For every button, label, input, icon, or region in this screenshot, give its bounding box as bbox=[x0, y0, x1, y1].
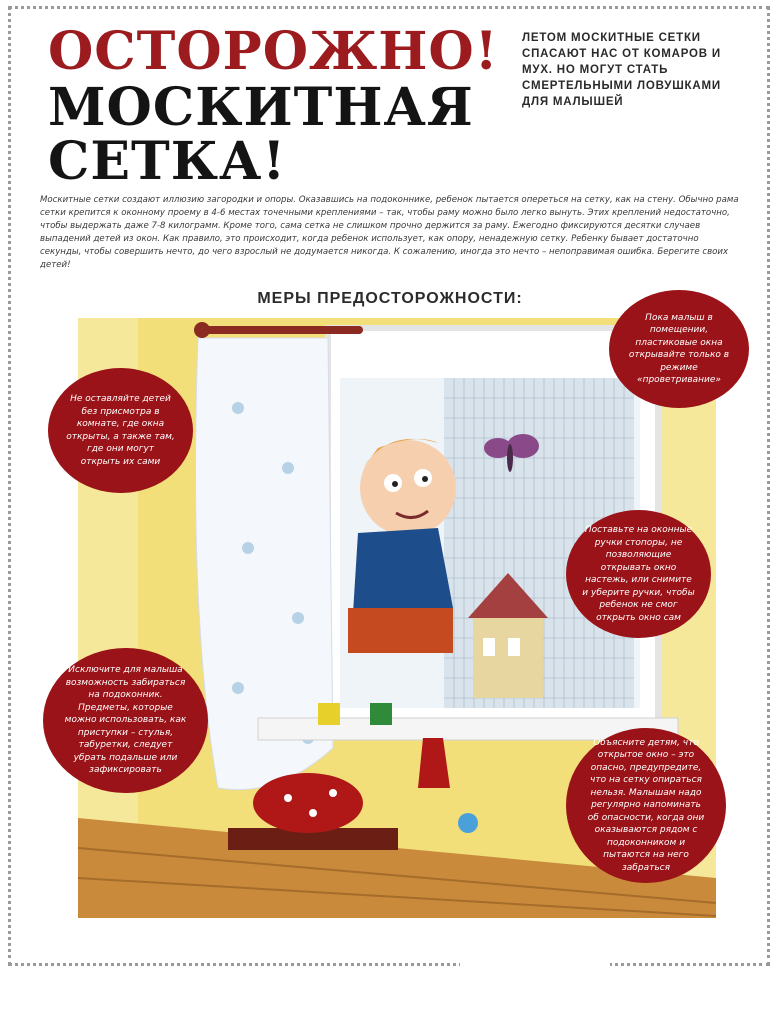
window-illustration bbox=[64, 312, 730, 918]
title-line-3: СЕТКА! bbox=[48, 131, 287, 192]
title-line-1: ОСТОРОЖНО! bbox=[48, 21, 499, 82]
tip-bubble-bottom-right bbox=[566, 728, 726, 883]
section-title: МЕРЫ ПРЕДОСТОРОЖНОСТИ: bbox=[257, 290, 523, 307]
title-line-2: МОСКИТНАЯ bbox=[48, 77, 474, 138]
tip-bubble-top-left bbox=[48, 368, 193, 493]
tip-text-top-right: Пока малыш в помещении, пластиковые окна открывайте только в режиме «проветривание» bbox=[628, 312, 730, 385]
rod-end bbox=[194, 322, 210, 338]
tip-text-bottom-right: Объясните детям, что открытое окно – это опасно, предупредите, что на сетку опираться нельзя. Малышам надо регулярно напоминать об опасности, когда они оказываются рядом с подоконником и пытаются на него забраться bbox=[587, 737, 705, 873]
tip-text-mid-right: Поставьте на оконные ручки стопоры, не позволяющие открывать окно настежь, или снимите и уберите ручки, чтобы ребенок не смог открыть окно сам bbox=[582, 525, 695, 623]
curtain-rod bbox=[198, 326, 363, 334]
body-paragraph: Москитные сетки создают иллюзию загородки и опоры. Оказавшись на подоконнике, ребенок пытается опереться на сетку, как на стену. Обычно рама сетки крепится к оконному проему в 4-6 местах точечными креплениями – так, чтобы раму можно было легко вынуть. Этих креплений недостаточно, чтобы выдержать даже 7-8 килограмм. Кроме того, сама сетка не слишком прочно держится за раму. Ежегодно фиксируются десятки случаев выпадений детей из окон. Как правило, это происходит, когда ребенок использует, как опору, ненадежную сетку. Ребенку бывает достаточно секунды, чтобы совершить нечто, до чего взрослый не додумается никогда. К сожалению, иногда это нечто – непоправимая ошибка. Берегите своих детей! bbox=[40, 195, 739, 270]
tip-bubble-top-right bbox=[609, 290, 749, 408]
border-gap bbox=[460, 958, 610, 970]
tip-bubble-bottom-left bbox=[43, 648, 208, 793]
tip-bubble-mid-right bbox=[566, 510, 711, 638]
lead-text: ЛЕТОМ МОСКИТНЫЕ СЕТКИ СПАСАЮТ НАС ОТ КОМАРОВ И МУХ. НО МОГУТ СТАТЬ СМЕРТЕЛЬНЫМИ ЛОВУШКАМИ ДЛЯ МАЛЫШЕЙ bbox=[522, 32, 721, 108]
tip-text-top-left: Не оставляйте детей без присмотра в комнате, где окна открыты, а также там, где они могут открыть их сами bbox=[66, 394, 175, 467]
tip-text-bottom-left: Исключите для малыша возможность забираться на подоконник. Предметы, которые можно использовать, как приступки – стулья, табуретки, следует убрать подальше или зафиксировать bbox=[64, 665, 187, 776]
